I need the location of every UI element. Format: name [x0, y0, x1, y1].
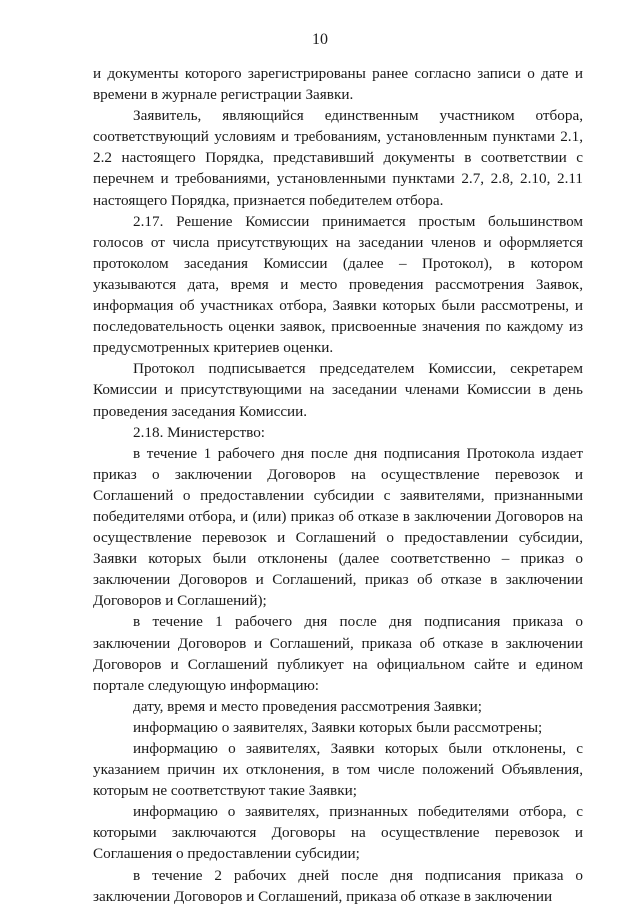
- paragraph-10: информацию о заявителях, Заявки которых были отклонены, с указанием причин их отклонения, в том числе положений Объявления, которым не соответствуют такие Заявки;: [93, 740, 583, 800]
- paragraph-1: и документы которого зарегистрированы ранее согласно записи о дате и времени в журнале регистрации Заявки.: [93, 65, 583, 104]
- paragraph-2: Заявитель, являющийся единственным участником отбора, соответствующий условиям и требованиям, установленным пунктами 2.1, 2.2 настоящего Порядка, представивший документы в соответствии с перечнем и требованиями, установленными пунктами 2.7, 2.8, 2.10, 2.11 настоящего Порядка, признается победителем отбора.: [93, 107, 583, 209]
- paragraph-12: в течение 2 рабочих дней после дня подписания приказа о заключении Договоров и Соглашений, приказа об отказе в заключении: [93, 866, 583, 905]
- paragraph-7: в течение 1 рабочего дня после дня подписания приказа о заключении Договоров и Соглашений, приказа об отказе в заключении Договоров и Соглашений публикует на официальном сайте и едином портале следующую информацию:: [93, 613, 583, 694]
- paragraph-3: 2.17. Решение Комиссии принимается простым большинством голосов от числа присутствующих на заседании членов и оформляется протоколом заседания Комиссии (далее – Протокол), в котором указываются дата, время и место проведения рассмотрения Заявок, информация об участниках отбора, Заявки которых были рассмотрены, и последовательность оценки заявок, присвоенные значения по каждому из предусмотренных критериев оценки.: [93, 212, 583, 357]
- document-body: [93, 63, 583, 907]
- paragraph-11: информацию о заявителях, признанных победителями отбора, с которыми заключаются Договоры на осуществление перевозок и Соглашения о предоставлении субсидии;: [93, 803, 583, 863]
- paragraph-5: 2.18. Министерство:: [133, 423, 266, 441]
- paragraph-4: Протокол подписывается председателем Комиссии, секретарем Комиссии и присутствующими на заседании членами Комиссии в день проведения заседания Комиссии.: [93, 360, 583, 420]
- paragraph-9: информацию о заявителях, Заявки которых были рассмотрены;: [133, 718, 543, 736]
- page-number: 10: [312, 31, 328, 48]
- paragraph-6: в течение 1 рабочего дня после дня подписания Протокола издает приказ о заключении Договоров на осуществление перевозок и Соглашений о предоставлении субсидии с заявителями, признанными победителями отбора, и (или) приказ об отказе в заключении Договоров на осуществление перевозок и Соглашений о предоставлении субсидии, Заявки которых были отклонены (далее соответственно – приказ о заключении Договоров и Соглашений, приказ об отказе в заключении Договоров и Соглашений);: [93, 444, 583, 610]
- paragraph-8: дату, время и место проведения рассмотрения Заявки;: [133, 697, 482, 715]
